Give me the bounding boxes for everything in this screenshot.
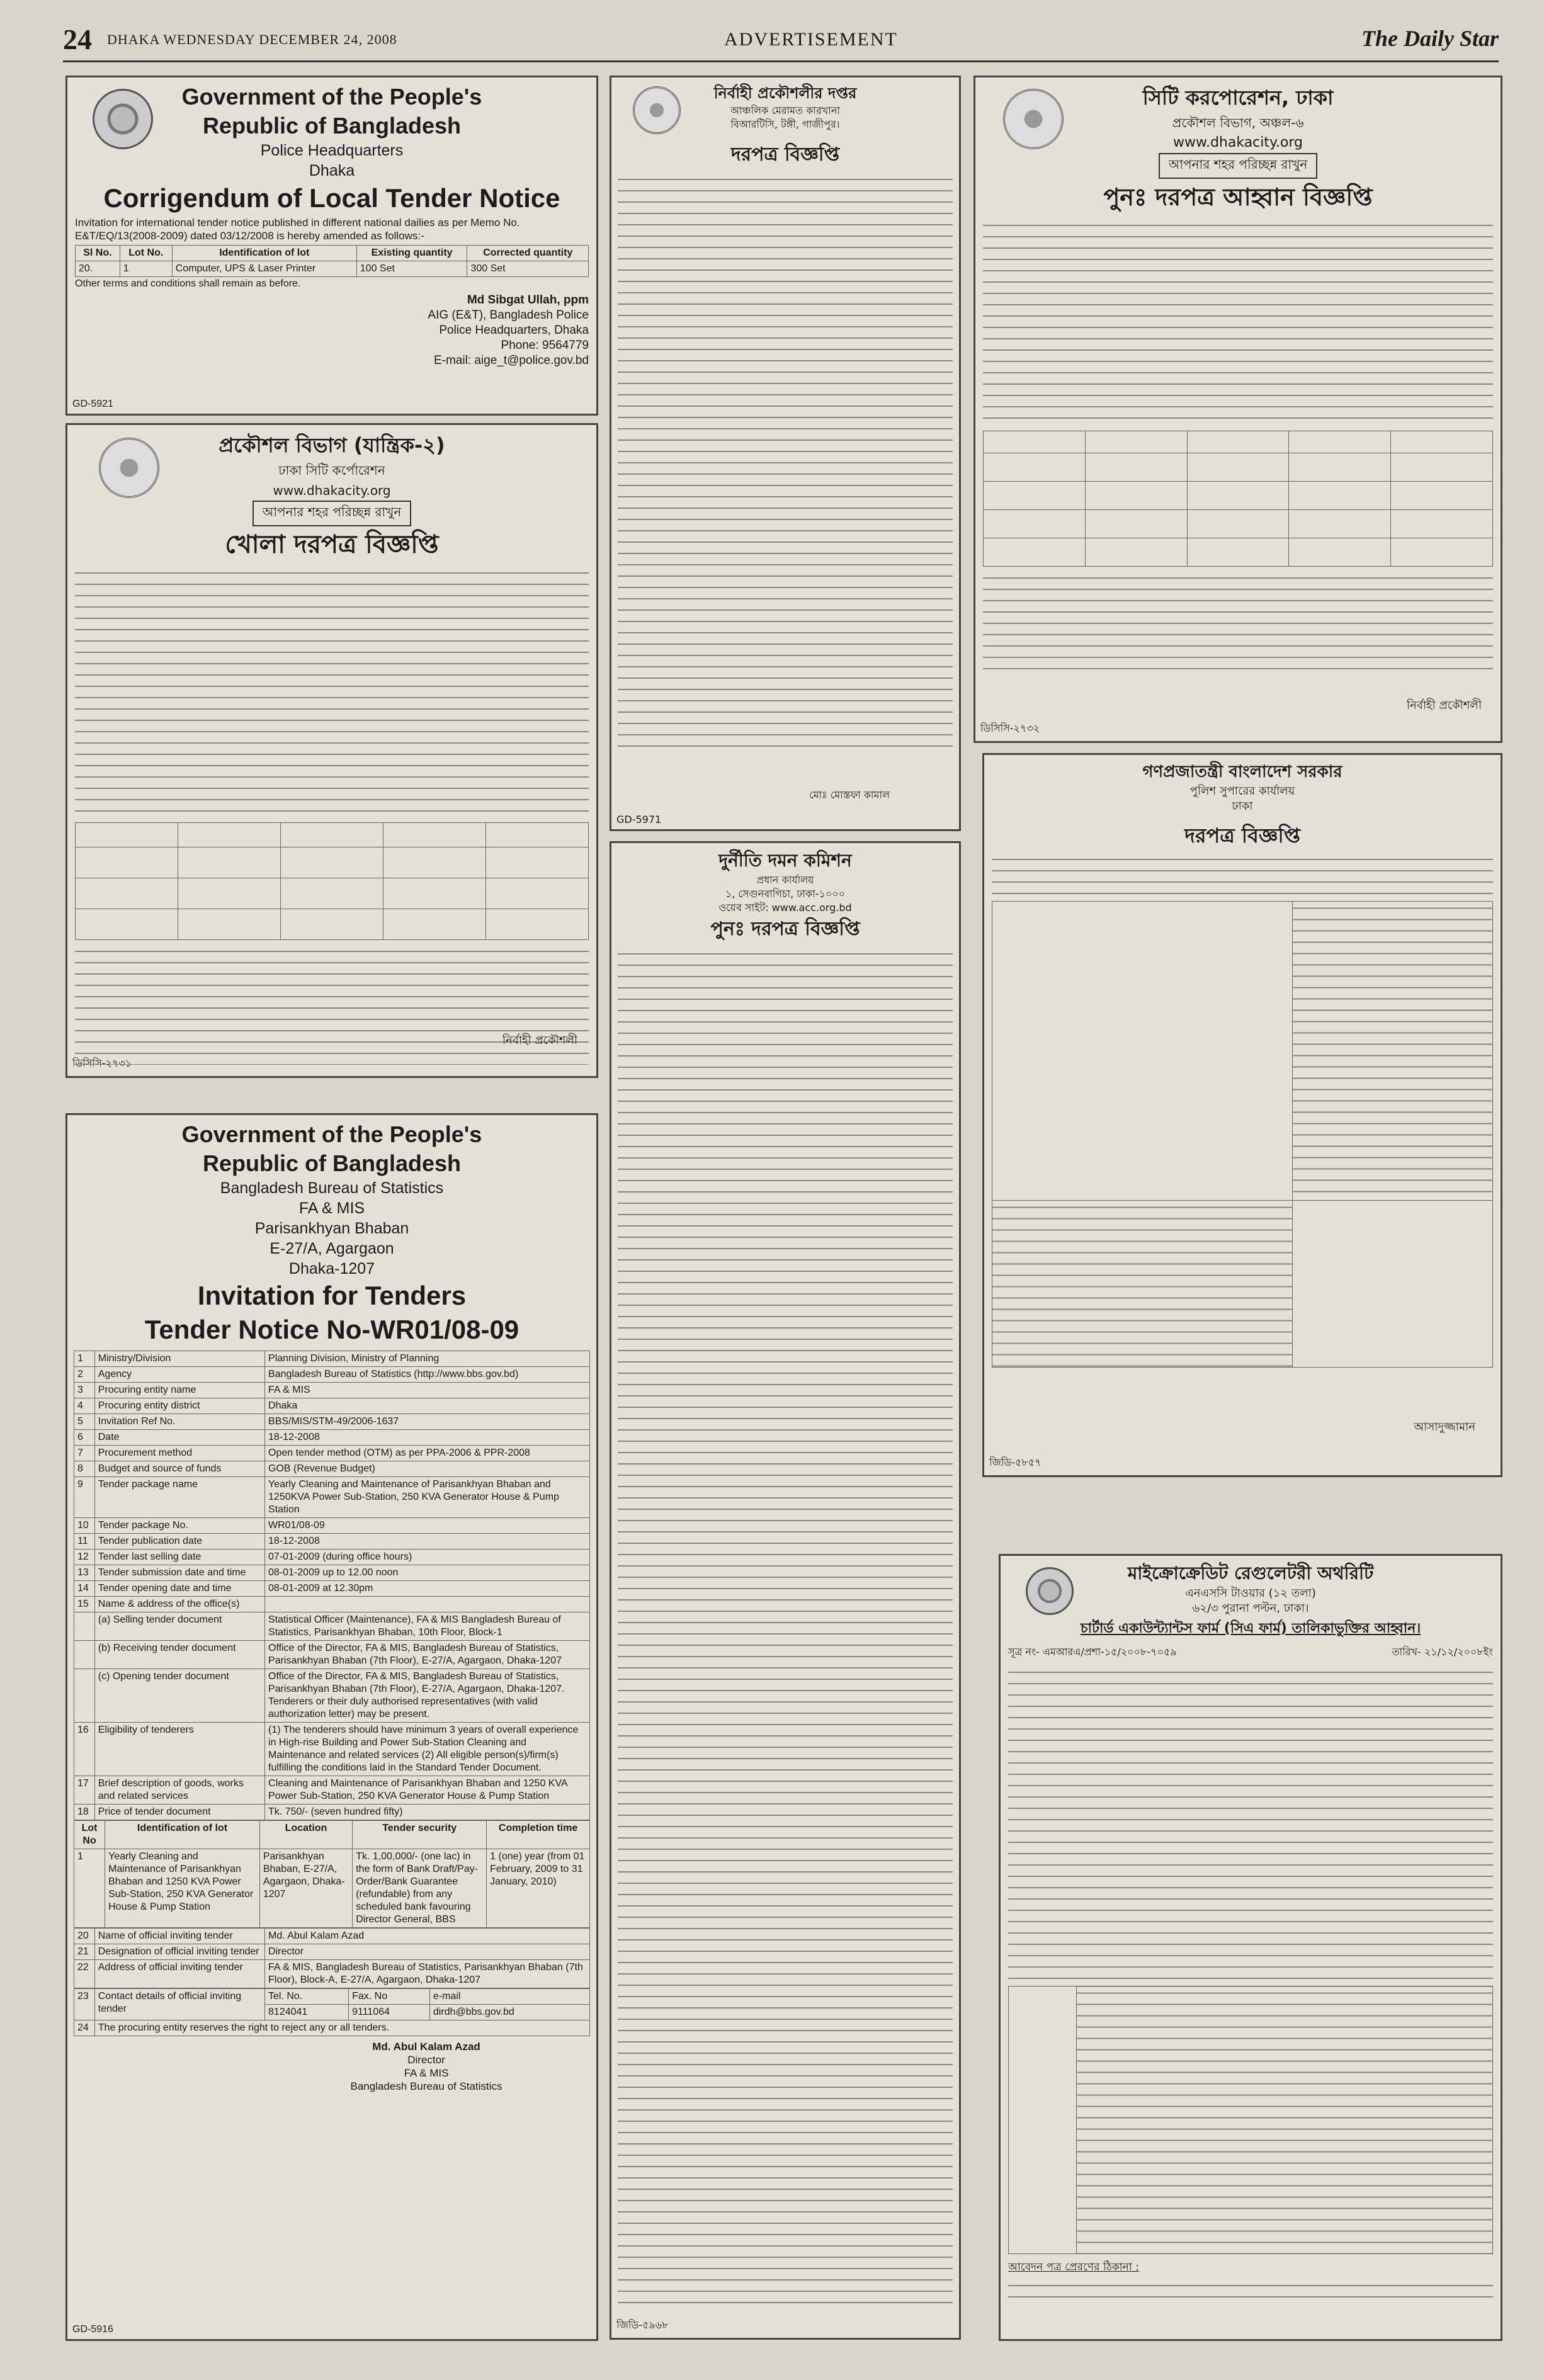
corrigendum-table [75,245,589,277]
tender-lots-table [75,822,589,940]
tender-details-text [618,173,953,752]
notice-title: চার্টার্ড একাউন্ট্যান্টস ফার্ম (সিএ ফার্ম) তালিকাভুক্তির আহ্বান। [1080,1621,1421,1636]
table-cell: Address of official inviting tender [94,1960,264,1988]
office-city: ঢাকা [1232,800,1253,813]
table-cell: (1) The tenderers should have minimum 3 years of overall experience in High-rise Building and Power Sub-Station Cleaning and Maintenance and related services (2) All eligible person(s)/firm(s) fulfilling the conditions laid in the Standard Tender Document. [265,1723,590,1776]
table-row [74,1414,590,1430]
table-row [74,1461,590,1477]
table-row [74,1565,590,1581]
ad-police-superintendent [982,753,1502,1477]
ad-ref: GD-5971 [616,813,662,825]
slogan-box: আপনার শহর পরিচ্ছন্ন রাখুন [1159,153,1318,179]
table-row [74,1944,590,1960]
table-cell: Tel. No. [265,1989,349,2005]
table-row [74,1430,590,1446]
table-cell: WR01/08-09 [265,1518,590,1534]
signer-email: E-mail: aige_t@police.gov.bd [433,354,589,367]
table-header: Sl No. [76,246,120,261]
notice-title: Invitation for Tenders [197,1281,467,1310]
table-cell: Statistical Officer (Maintenance), FA & MIS Bangladesh Bureau of Statistics, Parisankhyan Bhaban, 10th Floor, Block-1 [265,1612,590,1641]
table-cell: The procuring entity reserves the right to reject any or all tenders. [94,2020,589,2036]
page-number: 24 [63,23,92,55]
table-cell: 13 [74,1565,95,1581]
signer-name: নির্বাহী প্রকৌশলী [1406,699,1482,712]
ad-anti-corruption [610,841,961,2340]
table-cell: Tk. 750/- (seven hundred fifty) [265,1805,590,1820]
table-cell: 6 [74,1430,95,1446]
table-cell: Eligibility of tenderers [94,1723,264,1776]
table-cell: Tender publication date [94,1534,264,1550]
table-cell: Parisankhyan Bhaban, E-27/A, Agargaon, Dhaka-1207 [259,1849,352,1928]
official-info-table [74,1928,590,1988]
ad-ref: ডিসিসি-২৭৩১ [72,1057,132,1069]
ad-ref: GD-5921 [72,399,113,409]
table-cell: 1 [120,261,172,277]
table-cell: Cleaning and Maintenance of Parisankhyan Bhaban and 1250 KVA Power Sub-Station, 250 KVA Generator House & Pump Station [265,1776,590,1805]
signer-name: নির্বাহী প্রকৌশলী [502,1034,577,1047]
table-cell: 1 [74,1849,105,1928]
table-cell: 1 (one) year (from 01 February, 2009 to 31 January, 2010) [487,1849,590,1928]
table-cell: Tender package No. [94,1518,264,1534]
org-title: সিটি করপোরেশন, ঢাকা [1142,86,1334,110]
table-row [74,1477,590,1518]
table-cell: Computer, UPS & Laser Printer [172,261,356,277]
ad-ref: ডিসিসি-২৭৩২ [980,722,1040,734]
table-cell: (a) Selling tender document [94,1612,264,1641]
notice-title: খোলা দরপত্র বিজ্ঞপ্তি [225,530,439,559]
building-name: Parisankhyan Bhaban [254,1220,409,1237]
ad-microcredit-authority [999,1554,1502,2341]
notice-title: Corrigendum of Local Tender Notice [103,183,560,213]
org-sub: প্রধান কার্যালয় [756,874,814,886]
table-cell: Designation of official inviting tender [94,1944,264,1960]
table-cell: Dhaka [265,1398,590,1414]
document-list-table [1008,1986,1493,2254]
table-cell: Invitation Ref No. [94,1414,264,1430]
table-cell: 8 [74,1461,95,1477]
notice-title: পুনঃ দরপত্র বিজ্ঞপ্তি [710,918,860,940]
signer-designation: Director [407,2054,445,2066]
table-cell: 7 [74,1446,95,1461]
terms-text [983,572,1493,679]
table-cell: 14 [74,1581,95,1597]
table-cell: Md. Abul Kalam Azad [265,1929,590,1944]
police-emblem-icon [93,89,153,149]
org-name: Bangladesh Bureau of Statistics [220,1179,444,1197]
org-address: ১, সেগুনবাগিচা, ঢাকা-১০০০ [725,888,846,900]
table-cell: Agency [94,1367,264,1383]
notice-title: দরপত্র বিজ্ঞপ্তি [1184,824,1300,847]
table-header: Lot No [74,1821,105,1849]
table-cell: Name of official inviting tender [94,1929,264,1944]
table-cell: FA & MIS [265,1383,590,1398]
table-row [74,1446,590,1461]
table-cell: Open tender method (OTM) as per PPA-2006 & PPR-2008 [265,1446,590,1461]
signer-address: Police Headquarters, Dhaka [439,324,589,337]
table-cell: 18-12-2008 [265,1534,590,1550]
table-cell: Planning Division, Ministry of Planning [265,1351,590,1367]
table-cell: 18-12-2008 [265,1430,590,1446]
notice-title: পুনঃ দরপত্র আহ্বান বিজ্ঞপ্তি [1103,183,1373,211]
table-cell: Procuring entity name [94,1383,264,1398]
table-cell: Tender opening date and time [94,1581,264,1597]
dateline: DHAKA WEDNESDAY DECEMBER 24, 2008 [107,31,397,47]
ad-ref: জিডি-৫৮৫৭ [989,1456,1042,1468]
notice-title: দরপত্র বিজ্ঞপ্তি [730,144,840,166]
org-address: ৬২/৩ পুরানা পল্টন, ঢাকা। [1192,1602,1309,1615]
table-cell: 9111064 [349,2005,430,2020]
table-cell: 21 [74,1944,95,1960]
table-cell: 1 [74,1351,95,1367]
org-title: মাইক্রোক্রেডিট রেগুলেটরী অথরিটি [1127,1563,1374,1584]
table-cell: 18 [74,1805,95,1820]
table-cell: Tk. 1,00,000/- (one lac) in the form of Bank Draft/Pay-Order/Bank Guarantee (refundable) from any scheduled bank favouring Director General, BBS [353,1849,487,1928]
org-name: Police Headquarters [260,142,404,159]
notice-number: Tender Notice No-WR01/08-09 [144,1315,519,1344]
table-cell: Procurement method [94,1446,264,1461]
table-cell: Office of the Director, FA & MIS, Bangladesh Bureau of Statistics, Parisankhyan Bhaban (7th Floor), E-27/A, Agargaon, Dhaka-1207 [265,1641,590,1669]
dept-name: FA & MIS [298,1199,365,1217]
tender-info-table [74,1351,590,1820]
website: www.dhakacity.org [273,483,391,498]
table-cell: Name & address of the office(s) [94,1597,264,1612]
table-cell: Tender submission date and time [94,1565,264,1581]
gov-title: গণপ্রজাতন্ত্রী বাংলাদেশ সরকার [1142,762,1342,781]
table-row [74,1641,590,1669]
table-cell: Procuring entity district [94,1398,264,1414]
section-label: ADVERTISEMENT [724,29,898,50]
table-header: Completion time [487,1821,590,1849]
table-cell: Budget and source of funds [94,1461,264,1477]
table-header: Corrected quantity [467,246,589,261]
table-row [74,1550,590,1565]
table-row [76,261,589,277]
table-cell: 16 [74,1723,95,1776]
tender-details-text [618,948,953,2308]
signer-name: আসাদুজ্জামান [1414,1420,1475,1434]
brtc-logo-icon [633,86,681,134]
table-cell: 15 [74,1597,95,1612]
ad-brtc-workshop [610,76,961,831]
tender-lots-table [983,431,1493,567]
table-cell: 300 Set [467,261,589,277]
tender-info-table [992,901,1493,1368]
memo-date: তারিখ- ২১/১২/২০০৮ইং [1392,1646,1493,1658]
table-cell: 100 Set [356,261,467,277]
table-row [74,1669,590,1723]
table-row [74,1383,590,1398]
dcc-logo-icon [1003,89,1064,149]
table-row [74,1960,590,1988]
table-header: Identification of lot [105,1821,260,1849]
table-cell: 07-01-2009 (during office hours) [265,1550,590,1565]
org-city: Dhaka [309,162,355,179]
signer-name: Md. Abul Kalam Azad [372,2041,480,2053]
apply-address-text [1008,2279,1493,2304]
table-header: Location [259,1821,352,1849]
dept-title: প্রকৌশল বিভাগ (যান্ত্রিক-২) [219,433,445,457]
table-row [74,1518,590,1534]
org-address: E-27/A, Agargaon [270,1240,394,1257]
table-cell: Yearly Cleaning and Maintenance of Parisankhyan Bhaban and 1250KVA Power Sub-Station, 250 KVA Generator House & Pump Station [265,1477,590,1518]
table-cell: 12 [74,1550,95,1565]
gov-line-2: Republic of Bangladesh [202,113,462,139]
table-row [74,1367,590,1383]
table-cell: 08-01-2009 up to 12.00 noon [265,1565,590,1581]
table-row [74,1849,590,1928]
table-cell: 20 [74,1929,95,1944]
table-cell: (b) Receiving tender document [94,1641,264,1669]
table-cell: Date [94,1430,264,1446]
notice-intro: Invitation for international tender notice published in different national dailies as per Memo No. E&T/EQ/13(2008-2009) dated 03/12/2008 is hereby amended as follows:- [75,217,520,242]
mra-logo-icon [1026,1567,1074,1615]
org-building: এনএসসি টাওয়ার (১২ তলা) [1185,1587,1316,1600]
org-name: ঢাকা সিটি কর্পোরেশন [278,463,385,478]
org-city: Dhaka-1207 [288,1260,375,1278]
table-cell: e-mail [429,1989,589,2005]
table-row [74,1805,590,1820]
ad-ref: GD-5916 [72,2324,113,2335]
notice-note: Other terms and conditions shall remain as before. [75,278,301,289]
signer-phone: Phone: 9564779 [501,339,589,352]
table-cell [74,1641,95,1669]
table-header: Existing quantity [356,246,467,261]
lot-table [74,1820,590,1928]
ad-dcc-zone6 [974,76,1502,743]
table-header: Lot No. [120,246,172,261]
table-cell: Price of tender document [94,1805,264,1820]
table-cell: Director [265,1944,590,1960]
table-cell: GOB (Revenue Budget) [265,1461,590,1477]
gov-line: Government of the People's [181,84,482,110]
table-row [74,1398,590,1414]
table-cell: 08-01-2009 at 12.30pm [265,1581,590,1597]
table-cell: 3 [74,1383,95,1398]
table-cell: 2 [74,1367,95,1383]
ad-dcc-mechanical [65,423,598,1078]
table-header: Identification of lot [172,246,356,261]
table-row [74,1612,590,1641]
table-cell: Tender last selling date [94,1550,264,1565]
memo-ref: সূত্র নং- এমআরএ/প্রশা-১৫/২০০৮-৭০৫৯ [1008,1646,1177,1658]
table-cell [265,1597,590,1612]
table-cell: 11 [74,1534,95,1550]
table-cell: (c) Opening tender document [94,1669,264,1723]
table-cell: Fax. No [349,1989,430,2005]
table-cell: 20. [76,261,120,277]
table-row [74,1723,590,1776]
body-text [1008,1666,1493,1981]
signer-name: মোঃ মোস্তফা কামাল [809,789,890,801]
table-cell: Tender package name [94,1477,264,1518]
table-row [74,1929,590,1944]
table-cell: BBS/MIS/STM-49/2006-1637 [265,1414,590,1430]
signer-org: Bangladesh Bureau of Statistics [350,2080,502,2092]
table-cell: 8124041 [265,2005,349,2020]
ad-police-corrigendum [65,76,598,416]
table-cell: FA & MIS, Bangladesh Bureau of Statistics, Parisankhyan Bhaban (7th Floor), Block-A, E-27/A, Agargaon, Dhaka-1207 [265,1960,590,1988]
signer-name: Md Sibgat Ullah, ppm [467,293,589,307]
masthead [63,23,1499,62]
table-cell: 17 [74,1776,95,1805]
website: ওয়েব সাইট: www.acc.org.bd [718,902,852,914]
tender-details-text [983,219,1493,427]
office-address: বিআরটিসি, টঙ্গী, গাজীপুর। [730,118,840,130]
dcc-logo-icon [99,438,159,498]
table-cell: 5 [74,1414,95,1430]
table-cell: Yearly Cleaning and Maintenance of Parisankhyan Bhaban and 1250 KVA Power Sub-Station, 250 KVA Generator House & Pump Station [105,1849,260,1928]
table-cell: Ministry/Division [94,1351,264,1367]
table-cell: dirdh@bbs.gov.bd [429,2005,589,2020]
dept-name: প্রকৌশল বিভাগ, অঞ্চল-৬ [1172,115,1304,130]
table-cell [74,1612,95,1641]
table-cell: Contact details of official inviting tender [94,1989,264,2020]
table-row [74,1776,590,1805]
office-sub: আঞ্চলিক মেরামত কারখানা [730,105,841,116]
table-row [74,1597,590,1612]
intro-text [992,853,1493,897]
slogan-box: আপনার শহর পরিচ্ছন্ন রাখুন [253,501,412,526]
contact-table: 23 Contact details of official inviting tender Tel. No. Fax. No e-mail 8124041 9111064 dirdh@bbs.gov.bd 24 The procuring entity reserves the right to reject any or all tenders. [74,1988,590,2036]
tender-details-text [75,567,589,819]
table-header: Tender security [353,1821,487,1849]
table-cell: 4 [74,1398,95,1414]
table-row [74,1581,590,1597]
apply-address-label: আবেদন পত্র প্রেরণের ঠিকানা : [1008,2261,1139,2274]
signer-designation: AIG (E&T), Bangladesh Police [428,309,589,322]
table-cell: 9 [74,1477,95,1518]
gov-line: Government of the People's [181,1121,482,1147]
website: www.dhakacity.org [1173,135,1303,150]
ad-ref: জিডি-৫৯৬৮ [616,2319,669,2331]
office-name: পুলিশ সুপারের কার্যালয় [1189,785,1295,798]
table-row [74,1534,590,1550]
signer-dept: FA & MIS [404,2067,449,2079]
table-cell: 10 [74,1518,95,1534]
ad-bbs-tender [65,1113,598,2341]
table-row [74,1351,590,1367]
table-cell: Bangladesh Bureau of Statistics (http://www.bbs.gov.bd) [265,1367,590,1383]
org-title: দুর্নীতি দমন কমিশন [718,850,852,871]
table-cell: Brief description of goods, works and related services [94,1776,264,1805]
table-cell: Office of the Director, FA & MIS, Bangladesh Bureau of Statistics, Parisankhyan Bhaban (7th Floor), E-27/A, Agargaon, Dhaka-1207. Tenderers or their duly authorised representatives (with valid authorization letter) may be present. [265,1669,590,1723]
table-cell: 22 [74,1960,95,1988]
table-cell [74,1669,95,1723]
office-title: নির্বাহী প্রকৌশলীর দপ্তর [713,84,857,102]
newspaper-logo: The Daily Star [1361,26,1499,51]
gov-line-2: Republic of Bangladesh [202,1150,462,1176]
